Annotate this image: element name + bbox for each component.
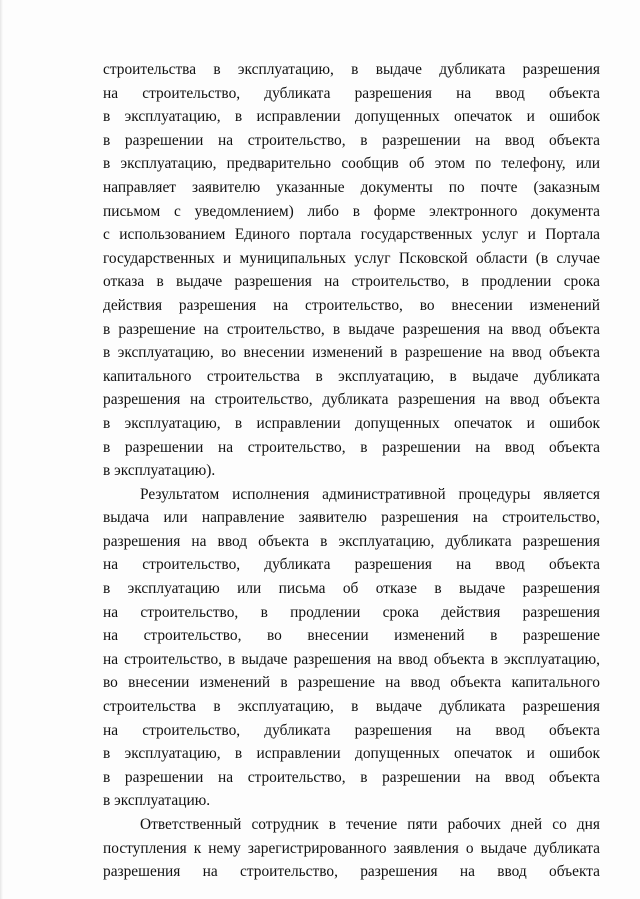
text-line: в эксплуатацию, предварительно сообщив об этом по телефону, или bbox=[103, 155, 600, 173]
text-line: отказа в выдаче разрешения на строительство, в продлении срока bbox=[103, 273, 600, 291]
text-line: на строительство, дубликата разрешения на ввод объекта bbox=[103, 721, 600, 739]
text-line: строительства в эксплуатацию, в выдаче дубликата разрешения bbox=[103, 61, 600, 78]
text-line: Ответственный сотрудник в течение пяти рабочих дней со дня bbox=[140, 816, 600, 833]
paragraph bbox=[103, 58, 600, 483]
text-line: капитального строительства в эксплуатацию, в выдаче дубликата bbox=[103, 367, 600, 385]
paragraph bbox=[103, 483, 600, 813]
document-body bbox=[103, 58, 600, 884]
text-line: на строительство, дубликата разрешения на ввод объекта bbox=[103, 84, 600, 102]
text-line: государственных и муниципальных услуг Псковской области (в случае bbox=[103, 249, 600, 267]
text-line: в эксплуатацию. bbox=[103, 792, 211, 810]
text-line: в разрешении на строительство, в разрешении на ввод объекта bbox=[103, 768, 600, 786]
text-line: на строительство, во внесении изменений в разрешение bbox=[103, 627, 600, 645]
text-line: в разрешение на строительство, в выдаче разрешения на ввод объекта bbox=[103, 320, 600, 338]
text-line: строительства в эксплуатацию, в выдаче дубликата разрешения bbox=[103, 698, 600, 716]
text-line: Результатом исполнения административной процедуры является bbox=[140, 485, 600, 503]
text-line: в эксплуатацию). bbox=[103, 462, 216, 480]
text-line: в разрешении на строительство, в разрешении на ввод объекта bbox=[103, 131, 600, 149]
text-line: разрешения на строительство, разрешения на ввод объекта bbox=[103, 863, 600, 881]
text-line: направляет заявителю указанные документы по почте (заказным bbox=[103, 178, 600, 196]
text-line: в эксплуатацию или письма об отказе в выдаче разрешения bbox=[103, 580, 600, 598]
text-line: действия разрешения на строительство, во внесении изменений bbox=[103, 296, 600, 314]
text-line: на строительство, дубликата разрешения на ввод объекта bbox=[103, 556, 600, 574]
text-line: в эксплуатацию, во внесении изменений в разрешение на ввод объекта bbox=[103, 344, 600, 362]
text-line: в эксплуатацию, в исправлении допущенных опечаток и ошибок bbox=[103, 414, 600, 432]
text-line: в разрешении на строительство, в разрешении на ввод объекта bbox=[103, 438, 600, 456]
text-line: в эксплуатацию, в исправлении допущенных опечаток и ошибок bbox=[103, 745, 600, 763]
text-line: на строительство, в продлении срока действия разрешения bbox=[103, 603, 600, 621]
paragraph bbox=[103, 813, 600, 884]
text-line: разрешения на строительство, дубликата разрешения на ввод объекта bbox=[103, 391, 600, 409]
text-line: на строительство, в выдаче разрешения на ввод объекта в эксплуатацию, bbox=[103, 650, 600, 668]
text-line: поступления к нему зарегистрированного заявления о выдаче дубликата bbox=[103, 839, 600, 857]
text-line: разрешения на ввод объекта в эксплуатацию, дубликата разрешения bbox=[103, 532, 600, 550]
text-line: с использованием Единого портала государственных услуг и Портала bbox=[103, 226, 600, 244]
text-line: в эксплуатацию, в исправлении допущенных опечаток и ошибок bbox=[103, 108, 600, 126]
text-line: выдача или направление заявителю разрешения на строительство, bbox=[103, 509, 600, 527]
scan-edge-shadow bbox=[0, 0, 3, 899]
text-line: во внесении изменений в разрешение на ввод объекта капитального bbox=[103, 674, 600, 692]
text-line: письмом с уведомлением) либо в форме электронного документа bbox=[103, 202, 600, 220]
